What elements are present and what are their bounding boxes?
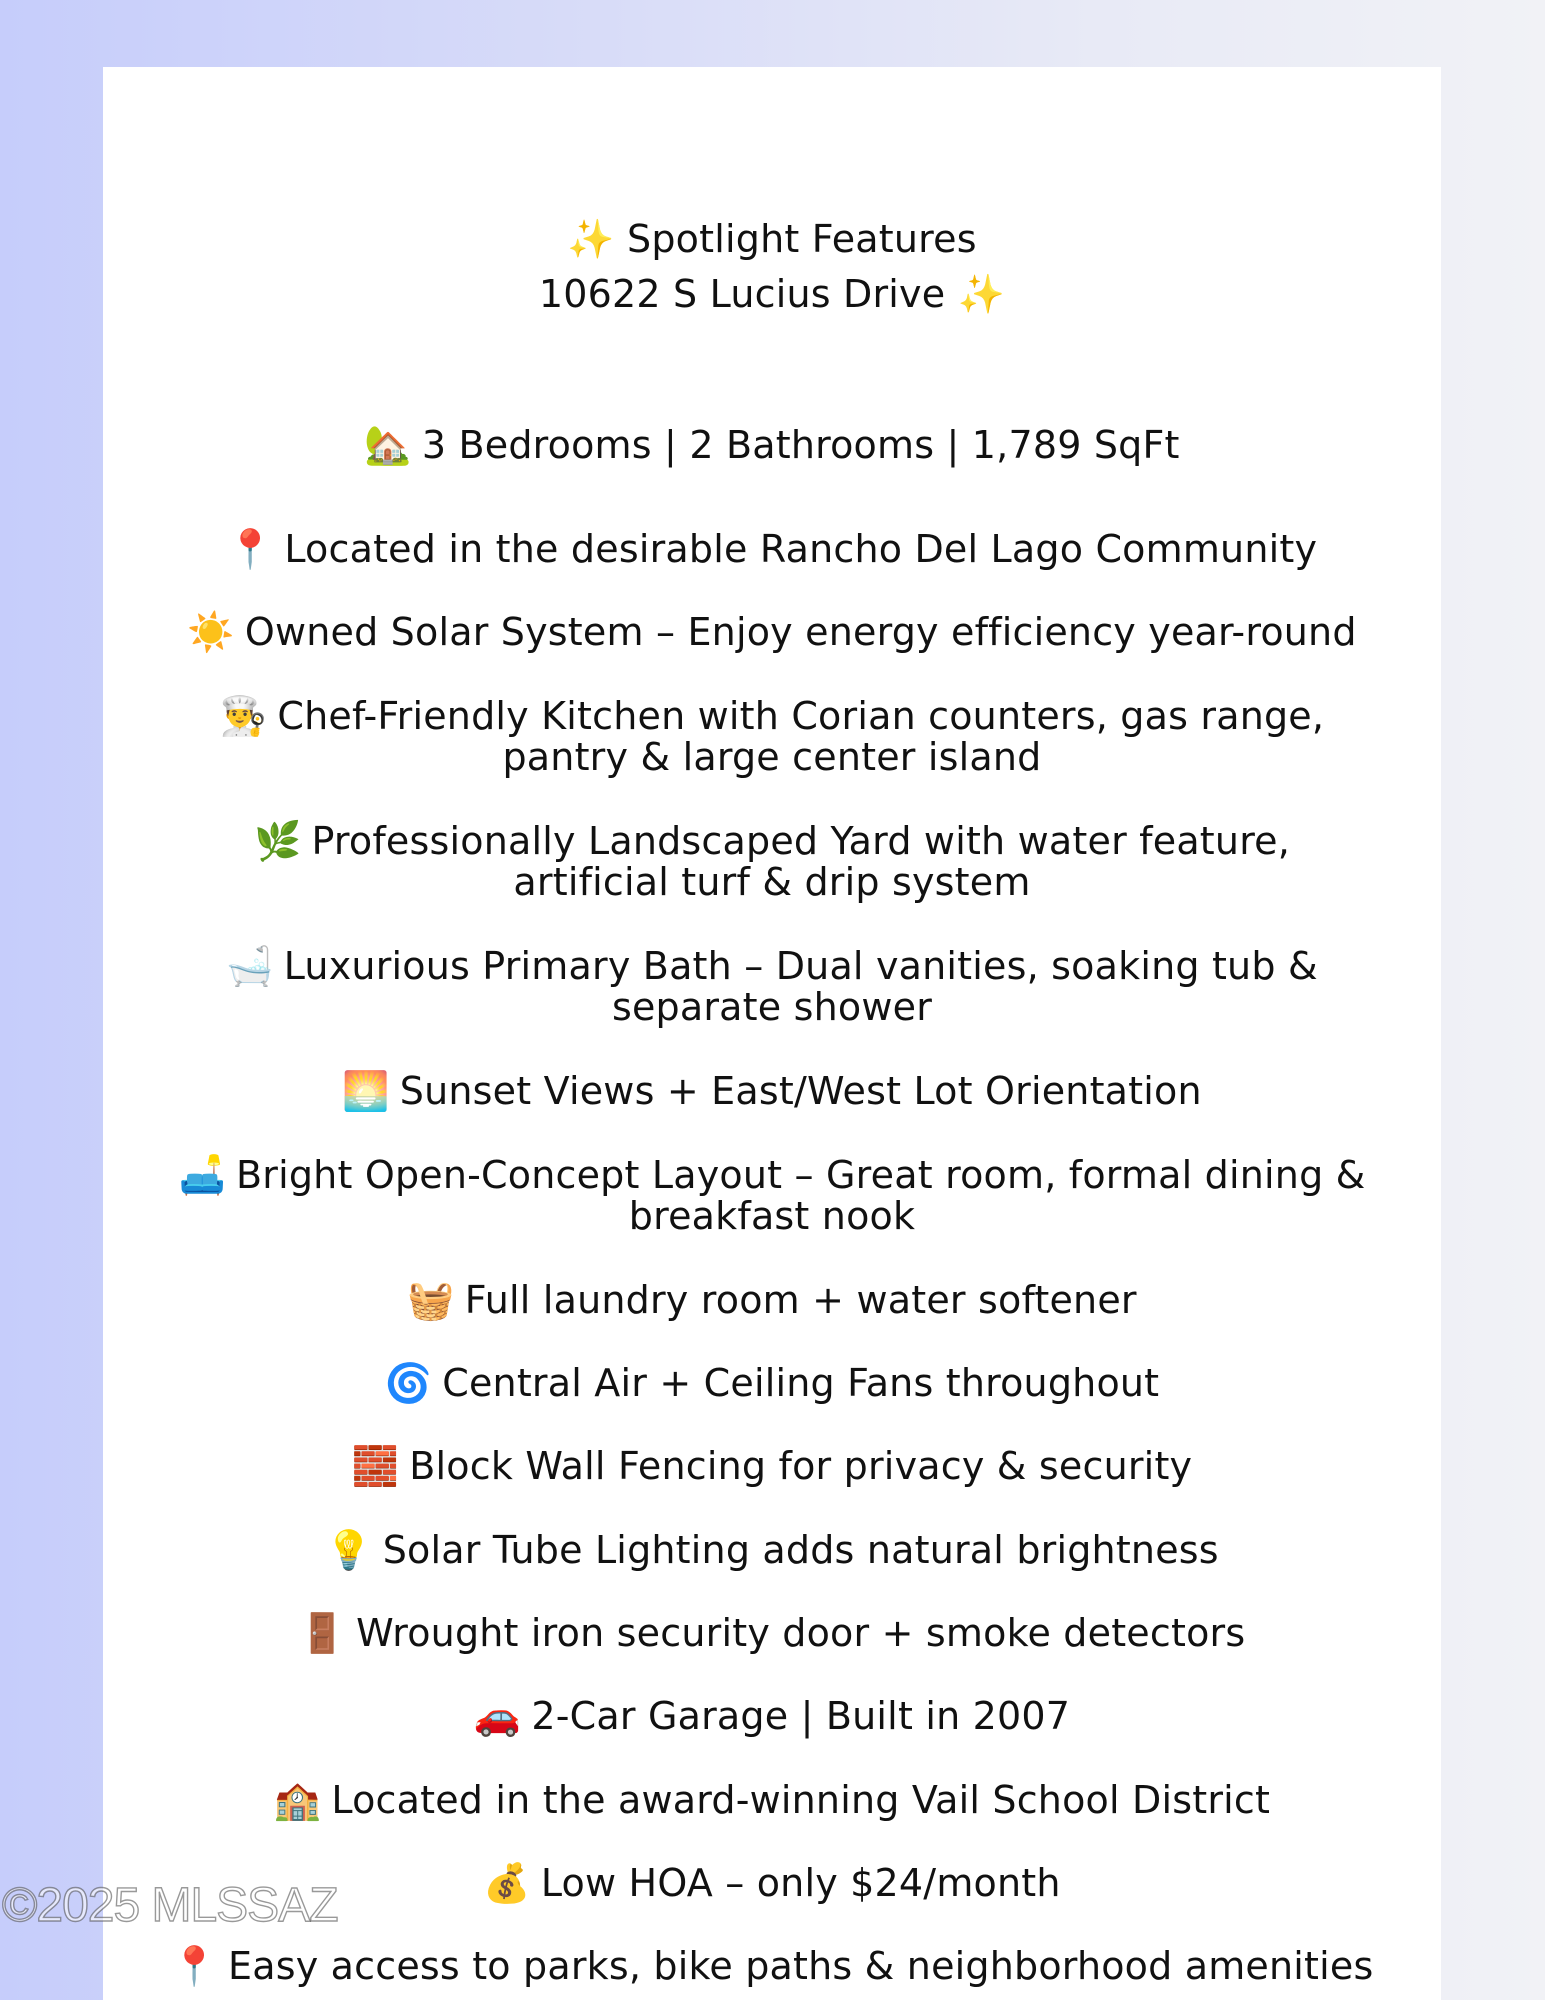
summary-line — [103, 384, 1441, 466]
feature-text: Professionally Landscaped Yard with water feature, artificial turf & drip system — [311, 819, 1291, 904]
feature-item — [103, 1655, 1441, 1737]
pin-icon: 📍 — [170, 1944, 219, 1988]
car-icon: 🚗 — [473, 1694, 522, 1738]
feature-text: Block Wall Fencing for privacy & security — [409, 1444, 1193, 1488]
feature-text: Chef-Friendly Kitchen with Corian counters, gas range, pantry & large center island — [277, 694, 1325, 779]
couch-icon: 🛋️ — [178, 1153, 226, 1197]
listing-card — [103, 67, 1441, 2000]
house-icon: 🏡 — [364, 423, 412, 467]
feature-text: 2-Car Garage | Built in 2007 — [531, 1694, 1071, 1738]
feature-item — [103, 905, 1441, 1028]
feature-item — [103, 1030, 1441, 1112]
feature-item — [103, 1322, 1441, 1404]
basket-icon: 🧺 — [407, 1278, 455, 1322]
feature-text: Easy access to parks, bike paths & neighborhood amenities — [228, 1944, 1374, 1988]
feature-text: Sunset Views + East/West Lot Orientation — [399, 1069, 1202, 1113]
herb-icon: 🌿 — [253, 819, 302, 863]
summary-text: 3 Bedrooms | 2 Bathrooms | 1,789 SqFt — [421, 423, 1180, 467]
school-icon: 🏫 — [273, 1778, 322, 1822]
feature-text: Solar Tube Lighting adds natural brightness — [382, 1528, 1219, 1572]
page-title-line1: ✨ Spotlight Features — [567, 217, 977, 261]
page-title-line2: 10622 S Lucius Drive ✨ — [538, 272, 1006, 316]
feature-text: Full laundry room + water softener — [464, 1278, 1137, 1322]
lightbulb-icon: 💡 — [325, 1528, 373, 1572]
brick-icon: 🧱 — [351, 1444, 400, 1488]
sunrise-icon: 🌅 — [342, 1069, 390, 1113]
feature-item — [103, 1405, 1441, 1487]
chef-icon: 👨‍🍳 — [219, 694, 268, 738]
feature-text: Wrought iron security door + smoke detectors — [356, 1611, 1246, 1655]
cyclone-icon: 🌀 — [384, 1361, 433, 1405]
feature-item — [103, 1572, 1441, 1654]
money-bag-icon: 💰 — [483, 1861, 531, 1905]
feature-item — [103, 488, 1441, 570]
feature-text: Located in the award-winning Vail School District — [331, 1778, 1271, 1822]
feature-text: Located in the desirable Rancho Del Lago Community — [284, 527, 1318, 571]
feature-item — [103, 571, 1441, 653]
feature-text: Owned Solar System – Enjoy energy efficiency year-round — [244, 610, 1357, 654]
feature-item — [103, 655, 1441, 778]
feature-text: Luxurious Primary Bath – Dual vanities, soaking tub & separate shower — [283, 944, 1318, 1029]
watermark: ©2025 MLSSAZ — [2, 1879, 338, 1932]
feature-item — [103, 1739, 1441, 1821]
pin-icon: 📍 — [226, 527, 275, 571]
feature-item — [103, 1239, 1441, 1321]
sun-icon: ☀️ — [187, 610, 235, 654]
feature-item — [103, 780, 1441, 903]
feature-item — [103, 1114, 1441, 1237]
bathtub-icon: 🛁 — [226, 944, 274, 988]
door-icon: 🚪 — [298, 1611, 347, 1655]
feature-item — [103, 1489, 1441, 1571]
feature-text: Bright Open-Concept Layout – Great room, formal dining & breakfast nook — [236, 1153, 1366, 1238]
feature-text: Central Air + Ceiling Fans throughout — [442, 1361, 1160, 1405]
feature-text: Low HOA – only $24/month — [540, 1861, 1061, 1905]
